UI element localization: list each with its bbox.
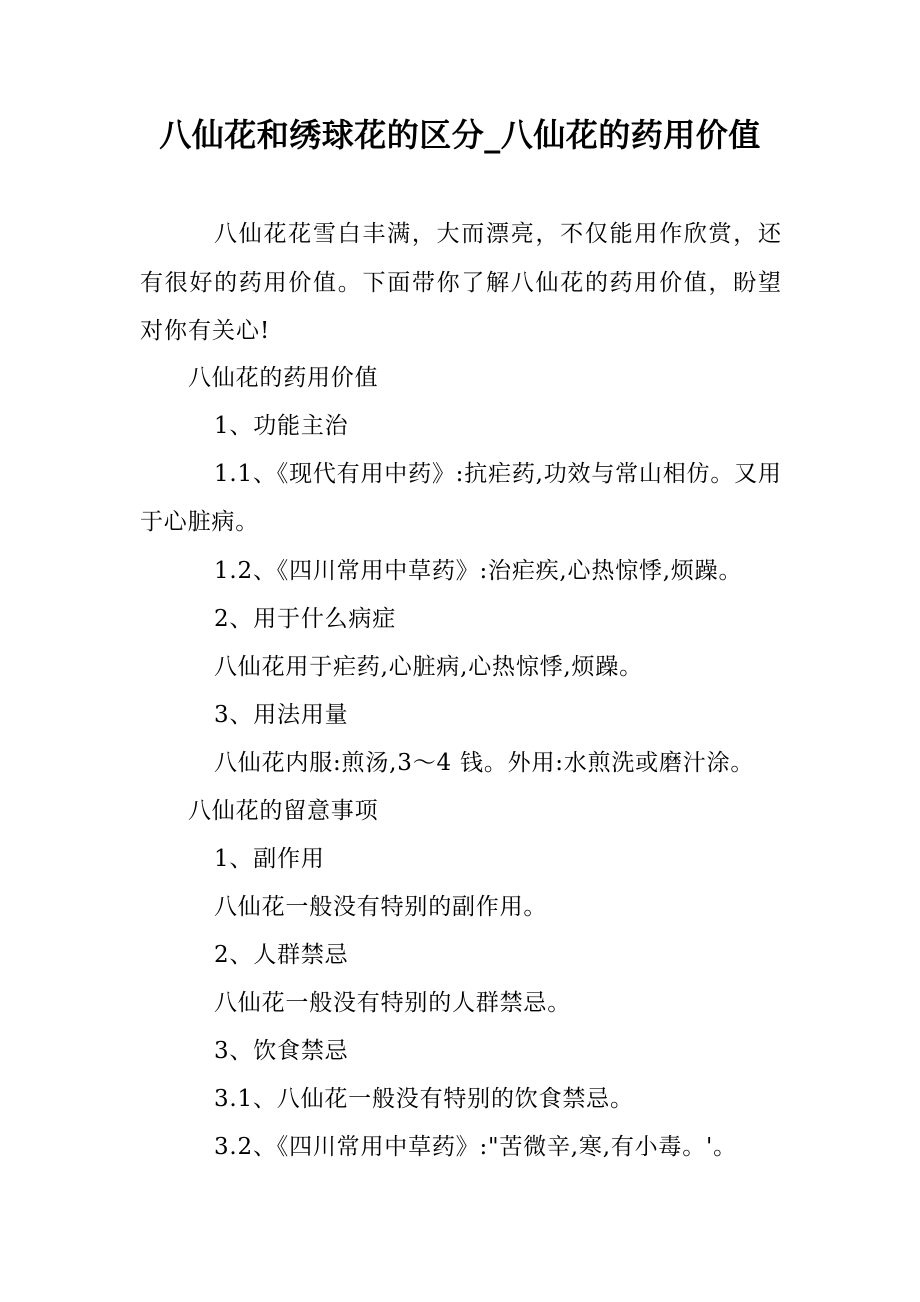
paragraph-diet-taboos: 3.1、八仙花一般没有特别的饮食禁忌。 xyxy=(214,1086,634,1112)
subheading-functions: 1、功能主治 xyxy=(214,413,349,439)
subheading-population-taboos: 2、人群禁忌 xyxy=(214,942,349,968)
section-heading-precautions: 八仙花的留意事项 xyxy=(188,798,379,824)
subheading-indications: 2、用于什么病症 xyxy=(214,606,397,632)
paragraph-dosage: 八仙花内服:煎汤,3～4 钱。外用:水煎洗或磨汁涂。 xyxy=(214,750,755,776)
intro-paragraph: 八仙花花雪白丰满，大而漂亮，不仅能用作欣赏，还有很好的药用价值。下面带你了解八仙花的药用价值，盼望对你有关心! xyxy=(140,221,782,344)
paragraph-sichuan-herbs: 1.2、《四川常用中草药》:治疟疾,心热惊悸,烦躁。 xyxy=(214,558,743,584)
paragraph-population-taboos: 八仙花一般没有特别的人群禁忌。 xyxy=(214,990,571,1016)
paragraph-modern-medicine: 1.1、《现代有用中药》:抗疟药,功效与常山相仿。又用于心脏病。 xyxy=(140,461,782,535)
paragraph-side-effects: 八仙花一般没有特别的副作用。 xyxy=(214,894,548,920)
subheading-diet-taboos: 3、饮食禁忌 xyxy=(214,1038,349,1064)
document-title: 八仙花和绣球花的区分_八仙花的药用价值 xyxy=(159,116,761,154)
subheading-side-effects: 1、副作用 xyxy=(214,846,325,872)
section-heading-medicinal-value: 八仙花的药用价值 xyxy=(188,365,379,391)
paragraph-indications: 八仙花用于疟药,心脏病,心热惊悸,烦躁。 xyxy=(214,654,643,680)
subheading-dosage: 3、用法用量 xyxy=(214,702,349,728)
paragraph-sichuan-herbs-taste: 3.2、《四川常用中草药》:"苦微辛,寒,有小毒。'。 xyxy=(214,1134,737,1160)
